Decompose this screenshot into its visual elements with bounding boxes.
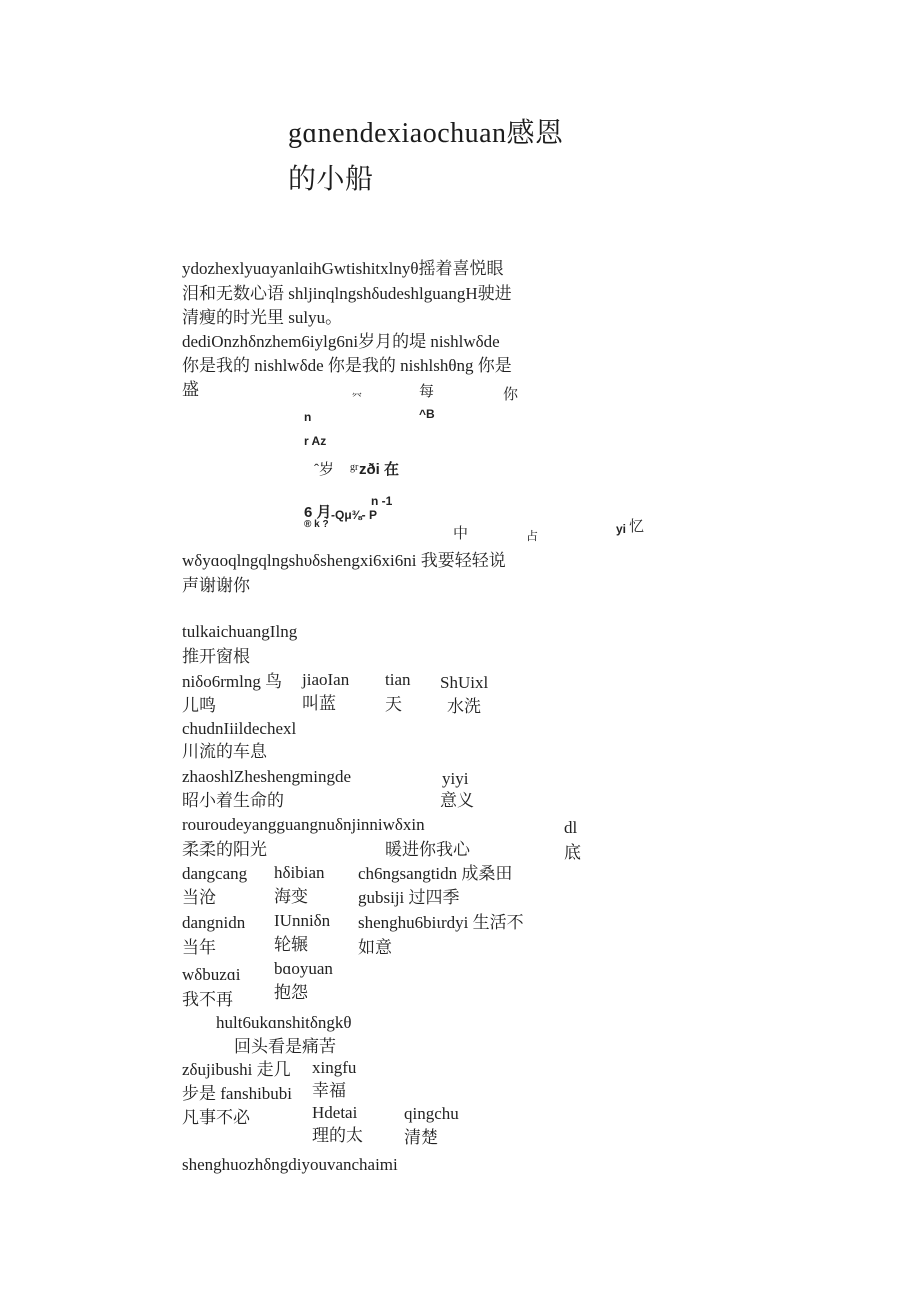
text-line: 声谢谢你 xyxy=(182,576,250,595)
pinyin: IUnniδn xyxy=(274,911,331,930)
glyph-fragment: -Qμ⅜- P xyxy=(331,508,378,522)
pinyin: rouroudeyangguangnuδnjinniwδxin xyxy=(182,815,425,834)
hanzi: 意义 xyxy=(440,791,474,810)
glyph-fragment: zði 在 xyxy=(359,461,399,478)
title-line-1: gɑnendexiaochuan感恩 xyxy=(288,118,564,149)
hanzi: 当沧 xyxy=(182,888,216,907)
hanzi: 回头看是痛苦 xyxy=(234,1037,336,1056)
hanzi: 水洗 xyxy=(447,697,481,716)
hanzi: 底 xyxy=(564,843,581,862)
pinyin: hδibian xyxy=(274,863,325,882)
hanzi: 海变 xyxy=(274,887,308,906)
hanzi: 儿鸣 xyxy=(182,696,216,715)
pinyin: gubsiji 过四季 xyxy=(358,888,460,907)
glyph-fragment: 占 xyxy=(526,529,539,543)
hanzi: 理的太 xyxy=(312,1126,363,1145)
glyph-fragment: r Az xyxy=(304,434,327,448)
text-line: 盛 xyxy=(182,380,199,399)
hanzi: 抱怨 xyxy=(274,983,308,1002)
hanzi: 柔柔的阳光 xyxy=(182,840,267,859)
pinyin: ShUixl xyxy=(440,673,489,692)
text-line: 清瘦的时光里 sulyu。 xyxy=(182,308,343,327)
hanzi: 我不再 xyxy=(182,990,233,1009)
glyph-fragment: 6 月 xyxy=(304,504,332,521)
glyph-fragment: gr xyxy=(350,462,359,473)
pinyin: dl xyxy=(564,818,578,837)
pinyin: wδbuzɑi xyxy=(182,965,241,984)
glyph-fragment: n -1 xyxy=(371,494,393,508)
pinyin: yiyi xyxy=(442,769,469,788)
text-line: wδyɑoqlngqlngshυδshengxi6xi6ni 我要轻轻说 xyxy=(182,551,506,570)
glyph-fragment: 中 xyxy=(453,526,469,542)
glyph-fragment: 你 xyxy=(503,387,519,403)
hanzi: 川流的车息 xyxy=(182,742,267,761)
pinyin: jiaoIan xyxy=(302,670,350,689)
glyph-fragment: n xyxy=(304,410,312,424)
pinyin: 步是 fanshibubi xyxy=(182,1084,293,1103)
text-line: 你是我的 nishlwδde 你是我的 nishlshθng 你是 xyxy=(182,356,512,375)
pinyin: zδujibushi 走几 xyxy=(182,1060,291,1079)
hanzi: 清楚 xyxy=(404,1128,438,1147)
glyph-fragment: ⺳ xyxy=(352,393,362,404)
text-line: dediOnzhδnzhem6iylg6ni岁月的堤 nishlwδde xyxy=(182,332,500,351)
pinyin: chudnIiildechexl xyxy=(182,719,297,738)
pinyin: bɑoyuan xyxy=(274,959,333,978)
pinyin: dangcang xyxy=(182,864,248,883)
pinyin: Hdetai xyxy=(312,1103,358,1122)
hanzi: 幸福 xyxy=(312,1081,346,1100)
glyph-fragment: 忆 xyxy=(629,519,645,535)
pinyin: hult6ukɑnshitδngkθ xyxy=(216,1013,352,1032)
pinyin: tian xyxy=(385,670,411,689)
text-line: ydozhexlyuɑyanlɑihGwtishitxlnyθ摇着喜悦眼 xyxy=(182,259,504,278)
hanzi: 凡事不必 xyxy=(182,1108,250,1127)
hanzi: 如意 xyxy=(358,938,392,957)
pinyin: shenghu6biιrdyi 生活不 xyxy=(358,913,524,932)
pinyin: ch6ngsangtidn 成桑田 xyxy=(358,864,513,883)
pinyin: zhaoshlZheshengmingde xyxy=(182,767,352,786)
hanzi: 轮辗 xyxy=(274,935,308,954)
pinyin: tulkaichuangIlng xyxy=(182,622,298,641)
glyph-fragment: ˆ岁 xyxy=(314,462,334,478)
hanzi: 暖进你我心 xyxy=(385,840,470,859)
text-line: 泪和无数心语 shljinqlngshδudeshlguangH驶进 xyxy=(182,284,512,303)
glyph-fragment: yi xyxy=(616,522,627,536)
hanzi: 叫蓝 xyxy=(302,694,336,713)
pinyin: niδo6rmlng 鸟 xyxy=(182,672,283,691)
pinyin: shenghuozhδngdiyouvanchaimi xyxy=(182,1155,398,1174)
glyph-fragment: ^B xyxy=(419,407,435,421)
pinyin: xingfu xyxy=(312,1058,357,1077)
hanzi: 推开窗根 xyxy=(182,647,250,666)
hanzi: 天 xyxy=(385,695,402,714)
pinyin: dangnidn xyxy=(182,913,246,932)
title-line-2: 的小船 xyxy=(288,164,374,195)
hanzi: 昭小着生命的 xyxy=(182,791,284,810)
glyph-fragment: 每 xyxy=(419,384,435,400)
pinyin: qingchu xyxy=(404,1104,459,1123)
hanzi: 当年 xyxy=(182,938,216,957)
glyph-fragment: ® k ? xyxy=(304,519,329,530)
